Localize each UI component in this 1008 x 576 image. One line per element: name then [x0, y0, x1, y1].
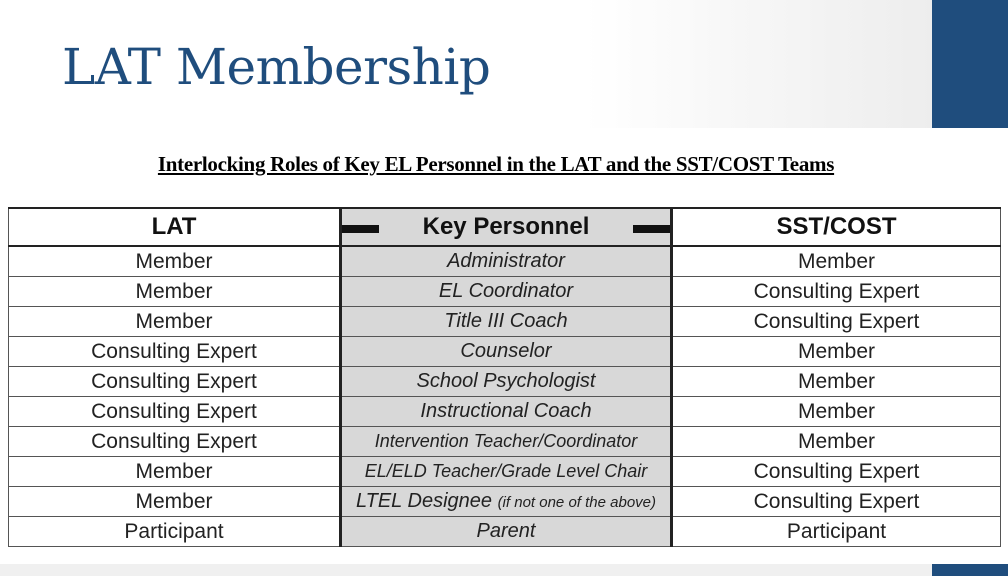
roles-table	[8, 207, 1001, 547]
cell-key-personnel: School Psychologist	[341, 367, 672, 397]
table-caption: Interlocking Roles of Key EL Personnel in the LAT and the SST/COST Teams	[157, 152, 835, 176]
slide-title: LAT Membership	[62, 38, 491, 96]
header-sst-cost: SST/COST	[672, 208, 1001, 246]
header-key-label: Key Personnel	[422, 213, 590, 240]
cell-sst-role: Member	[672, 427, 1001, 457]
arrow-right-icon	[633, 218, 672, 240]
key-personnel-label: LTEL Designee	[355, 490, 492, 512]
cell-sst-role: Member	[672, 397, 1001, 427]
slide-footer-strip	[0, 564, 932, 576]
cell-key-personnel: EL Coordinator	[341, 277, 672, 307]
cell-key-personnel: Counselor	[341, 337, 672, 367]
cell-lat-role: Member	[9, 307, 341, 337]
cell-key-personnel: Title III Coach	[341, 307, 672, 337]
cell-key-personnel: Administrator	[341, 246, 672, 277]
header-lat: LAT	[9, 208, 341, 246]
table-row	[9, 397, 1001, 427]
table-row	[9, 487, 1001, 517]
table-row	[9, 517, 1001, 547]
cell-key-personnel	[341, 487, 672, 517]
table-row	[9, 337, 1001, 367]
key-personnel-note: (if not one of the above)	[497, 494, 656, 511]
cell-lat-role: Member	[9, 457, 341, 487]
cell-lat-role: Member	[9, 246, 341, 277]
cell-key-personnel: Parent	[341, 517, 672, 547]
table-row	[9, 246, 1001, 277]
cell-sst-role: Consulting Expert	[672, 457, 1001, 487]
table-row	[9, 457, 1001, 487]
header-key-personnel	[341, 208, 672, 246]
cell-sst-role: Member	[672, 367, 1001, 397]
cell-lat-role: Consulting Expert	[9, 427, 341, 457]
arrow-left-icon	[341, 218, 380, 240]
cell-lat-role: Member	[9, 277, 341, 307]
cell-lat-role: Member	[9, 487, 341, 517]
cell-sst-role: Participant	[672, 517, 1001, 547]
table-row	[9, 277, 1001, 307]
table-row	[9, 307, 1001, 337]
cell-key-personnel: Instructional Coach	[341, 397, 672, 427]
cell-key-personnel: Intervention Teacher/Coordinator	[341, 427, 672, 457]
cell-sst-role: Consulting Expert	[672, 307, 1001, 337]
cell-lat-role: Consulting Expert	[9, 337, 341, 367]
table-row	[9, 367, 1001, 397]
cell-lat-role: Consulting Expert	[9, 367, 341, 397]
cell-sst-role: Consulting Expert	[672, 277, 1001, 307]
cell-sst-role: Consulting Expert	[672, 487, 1001, 517]
cell-lat-role: Participant	[9, 517, 341, 547]
header-row	[9, 208, 1001, 246]
cell-lat-role: Consulting Expert	[9, 397, 341, 427]
table-row	[9, 427, 1001, 457]
cell-sst-role: Member	[672, 337, 1001, 367]
cell-key-personnel: EL/ELD Teacher/Grade Level Chair	[341, 457, 672, 487]
cell-sst-role: Member	[672, 246, 1001, 277]
